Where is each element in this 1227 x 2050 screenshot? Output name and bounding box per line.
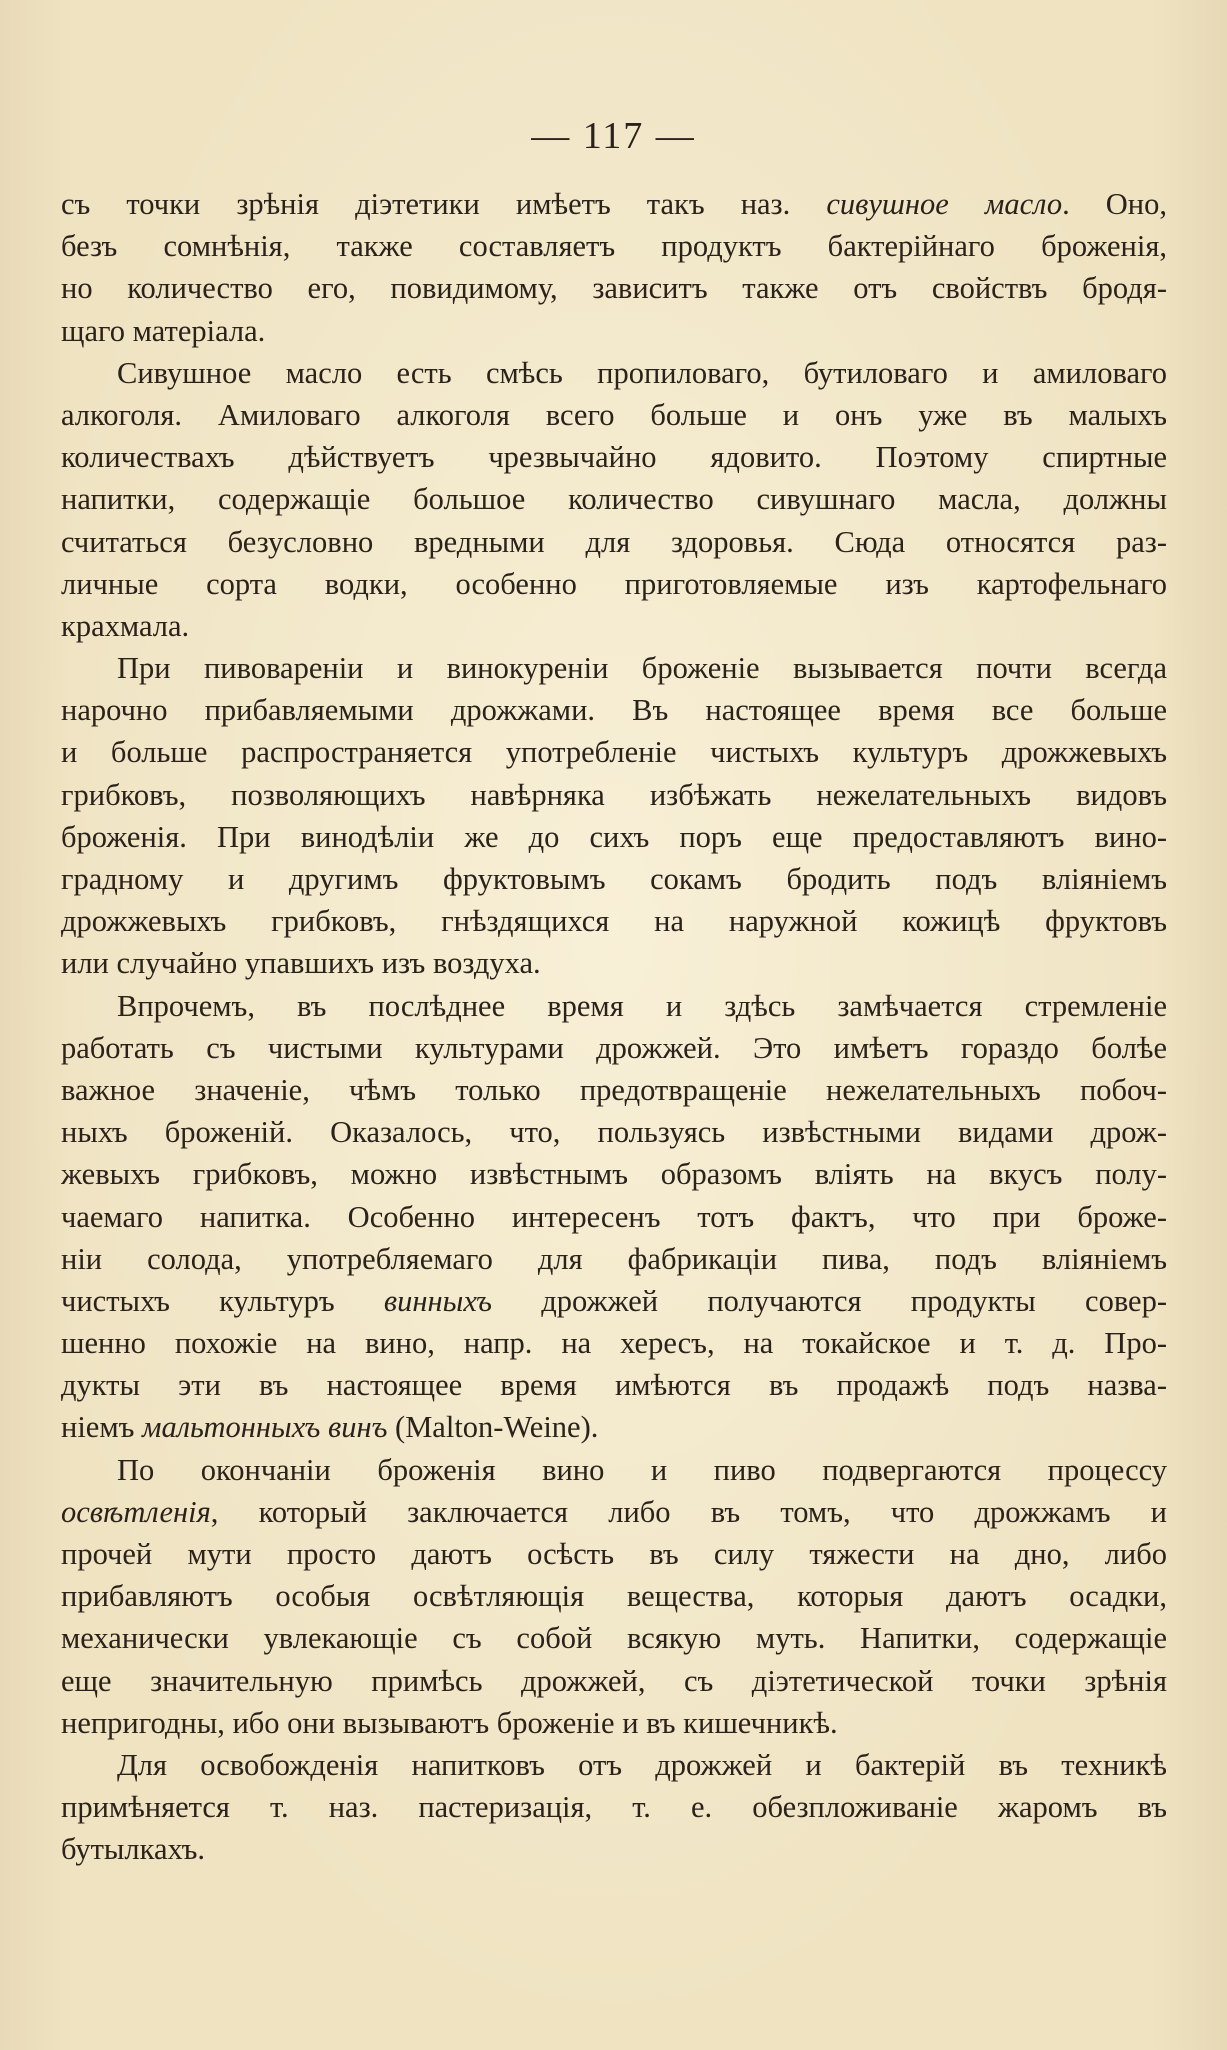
text-line: ніи солода, употребляемаго для фабрикаціи пива, подъ вліяніемъ — [61, 1241, 1167, 1276]
text-line: шенно похожіе на вино, напр. на хересъ, на токайское и т. д. Про- — [61, 1326, 1167, 1361]
text-line: непригодны, ибо они вызываютъ броженіе и въ кишечникѣ. — [61, 1705, 838, 1740]
text-line: или случайно упавшихъ изъ воздуха. — [61, 946, 541, 981]
text-line: механически увлекающіе съ собой всякую муть. Напитки, содержащіе — [61, 1621, 1167, 1656]
text-line: По окончаніи броженія вино и пиво подвергаются процессу — [117, 1452, 1167, 1487]
text-line: работать съ чистыми культурами дрожжей. Это имѣетъ гораздо болѣе — [61, 1030, 1167, 1065]
text-line: но количество его, повидимому, зависитъ также отъ свойствъ бродя- — [61, 271, 1167, 306]
paragraph — [61, 985, 1167, 1449]
text-line: дукты эти въ настоящее время имѣются въ продажѣ подъ назва- — [61, 1368, 1167, 1403]
paragraph — [61, 1744, 1167, 1871]
text-line: броженія. При винодѣліи же до сихъ поръ еще предоставляютъ вино- — [61, 819, 1167, 854]
body-text — [61, 183, 1167, 1871]
text-line: жевыхъ грибковъ, можно извѣстнымъ образомъ вліять на вкусъ полу- — [61, 1157, 1167, 1192]
text-line: ныхъ броженій. Оказалось, что, пользуясь извѣстными видами дрож- — [61, 1115, 1167, 1150]
text-line: ніемъ мальтонныхъ винъ (Malton-Weine). — [61, 1410, 599, 1445]
text-line: градному и другимъ фруктовымъ сокамъ бродить подъ вліяніемъ — [61, 862, 1167, 896]
text-line: примѣняется т. наз. пастеризація, т. е. обезпложиваніе жаромъ въ — [61, 1790, 1167, 1825]
text-line: прибавляютъ особыя освѣтляющія вещества, которыя даютъ осадки, — [61, 1579, 1167, 1614]
text-line: При пивовареніи и винокуреніи броженіе вызывается почти всегда — [117, 651, 1167, 686]
text-line: алкоголя. Амиловаго алкоголя всего больше и онъ уже въ малыхъ — [61, 397, 1167, 432]
text-line: еще значительную примѣсь дрожжей, съ діэтетической точки зрѣнія — [61, 1663, 1167, 1698]
text-line: и больше распространяется употребленіе чистыхъ культуръ дрожжевыхъ — [61, 735, 1167, 770]
text-line: напитки, содержащіе большое количество сивушнаго масла, должны — [61, 482, 1167, 517]
text-line: бутылкахъ. — [61, 1832, 206, 1867]
text-line: крахмала. — [61, 608, 190, 643]
text-line: съ точки зрѣнія діэтетики имѣетъ такъ наз. сивушное масло. Оно, — [61, 187, 1167, 221]
paragraph — [61, 1449, 1167, 1744]
text-line: Впрочемъ, въ послѣднее время и здѣсь замѣчается стремленіе — [117, 988, 1167, 1023]
page-number: — 117 — — [531, 115, 696, 157]
text-line: Для освобожденія напитковъ отъ дрожжей и бактерій въ техникѣ — [117, 1747, 1167, 1782]
paragraph — [61, 352, 1167, 647]
text-line: личные сорта водки, особенно приготовляемые изъ картофельнаго — [61, 566, 1167, 601]
text-line: прочей мути просто даютъ осѣсть въ силу тяжести на дно, либо — [61, 1537, 1167, 1571]
text-line: количествахъ дѣйствуетъ чрезвычайно ядовито. Поэтому спиртные — [61, 440, 1167, 475]
text-line: считаться безусловно вредными для здоровья. Сюда относятся раз- — [61, 524, 1167, 559]
text-line: освѣтленія, который заключается либо въ томъ, что дрожжамъ и — [61, 1494, 1167, 1529]
text-line: чаемаго напитка. Особенно интересенъ тотъ фактъ, что при броже- — [61, 1199, 1167, 1234]
text-line: нарочно прибавляемыми дрожжами. Въ настоящее время все больше — [61, 693, 1167, 728]
paragraph — [61, 183, 1167, 352]
text-line: чистыхъ культуръ винныхъ дрожжей получаются продукты совер- — [61, 1283, 1167, 1318]
text-line: Сивушное масло есть смѣсь пропиловаго, бутиловаго и амиловаго — [117, 355, 1167, 390]
text-line: дрожжевыхъ грибковъ, гнѣздящихся на наружной кожицѣ фруктовъ — [61, 904, 1167, 939]
text-line: грибковъ, позволяющихъ навѣрняка избѣжать нежелательныхъ видовъ — [61, 777, 1167, 812]
text-line: щаго матеріала. — [61, 313, 266, 348]
paragraph — [61, 647, 1167, 985]
text-line: безъ сомнѣнія, также составляетъ продуктъ бактерійнаго броженія, — [61, 229, 1167, 264]
text-line: важное значеніе, чѣмъ только предотвращеніе нежелательныхъ побоч- — [61, 1072, 1167, 1107]
